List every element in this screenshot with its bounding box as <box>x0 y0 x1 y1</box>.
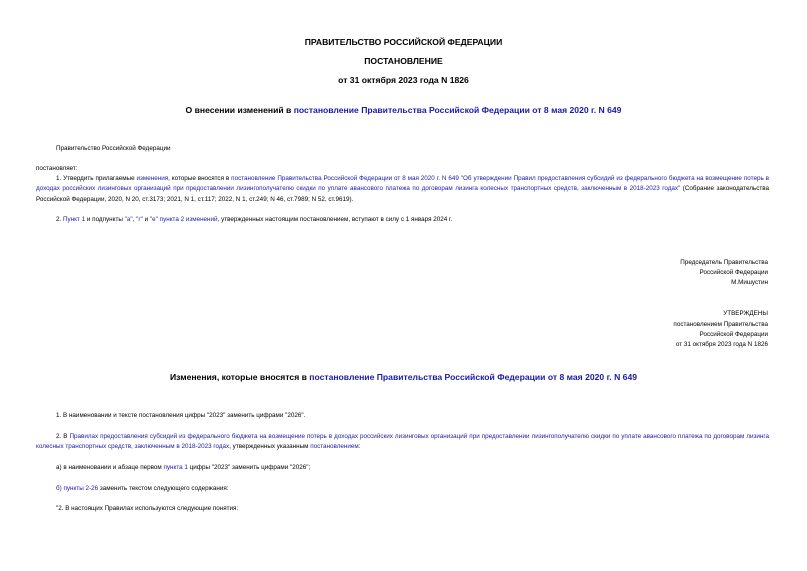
title-resolution-link[interactable]: постановление Правительства Российской Федерации от 8 мая 2020 г. N 649 <box>293 105 622 115</box>
government-heading: ПРАВИТЕЛЬСТВО РОССИЙСКОЙ ФЕДЕРАЦИИ <box>304 37 503 47</box>
change-2-prefix: 2. В <box>56 433 70 440</box>
item-2-prefix: 2. <box>56 216 64 223</box>
item-2-subpoint-g-link[interactable]: "г" <box>136 216 143 223</box>
item-2-text-b: , <box>132 216 137 223</box>
item-1-resolution-link[interactable]: постановление Правительства Российской Федерации от 8 мая 2020 г. N 649 "Об утверждении Правил предоставления субсидий из федерального бюджета на возмещение потерь в доходах российских лизинговых организаций при предоставлении лизингополучателю скидки по уплате авансового платежа по договорам лизинга колесных транспортных средств, заключенным в 2018-2023 годах" <box>36 175 769 193</box>
change-2b-prefix: б) <box>56 485 64 492</box>
item-2-text-a: и подпункты <box>85 216 125 223</box>
approved-by: постановлением Правительства <box>673 321 768 328</box>
item-1-changes-link[interactable]: изменения <box>136 175 169 182</box>
item-1-text-b: , которые вносятся в <box>168 175 232 182</box>
change-2-text-a: , утвержденных указанным <box>229 443 311 451</box>
intro-government: Правительство Российской Федерации <box>56 145 171 152</box>
item-2-point-1-link[interactable]: Пункт 1 <box>63 216 86 223</box>
change-2b-paragraph <box>56 484 229 494</box>
approved-date: от 31 октября 2023 года N 1826 <box>675 341 768 348</box>
item-2-text-e: , утвержденных настоящим постановлением, вступают в силу с 1 января 2024 г. <box>217 216 453 223</box>
quoted-rule-start: "2. В настоящих Правилах используются следующие понятия: <box>56 505 239 512</box>
change-2a-point-1-link[interactable]: пункта 1 <box>163 464 188 471</box>
document-date-heading: от 31 октября 2023 года N 1826 <box>338 75 469 85</box>
changes-title-resolution-link[interactable]: постановление Правительства Российской Федерации от 8 мая 2020 г. N 649 <box>309 372 637 382</box>
change-2b-text-b: заменить текстом следующего содержания: <box>98 485 229 492</box>
title-prefix: О внесении изменений в <box>185 105 294 115</box>
item-2-text-c: и <box>142 216 150 223</box>
changes-title <box>0 372 807 382</box>
document-type-heading: ПОСТАНОВЛЕНИЕ <box>364 56 443 66</box>
changes-title-prefix: Изменения, которые вносятся в <box>169 372 310 382</box>
item-1-text-c: (Собрание законодательства Российской Федерации, 2020, N 20, ст.3173; 2021, N 1, ст.117; 2022, N 1, ст.249; N 46, ст.7989; N 52, ст.9619). <box>36 185 770 203</box>
change-2a-paragraph <box>56 463 310 473</box>
change-2-text-b: : <box>358 443 361 451</box>
change-2b-points-link[interactable]: пункты 2-26 <box>63 485 99 492</box>
approved-authority: Российской Федерации <box>699 331 768 338</box>
item-2-paragraph <box>56 215 452 225</box>
signature-name: М.Мишустин <box>731 279 768 286</box>
signature-position-2: Российской Федерации <box>699 269 768 276</box>
item-1-paragraph <box>36 174 769 205</box>
intro-resolves: постановляет: <box>36 165 78 172</box>
item-2-changes-link[interactable]: изменений <box>185 216 218 223</box>
item-1-text-a: 1. Утвердить прилагаемые <box>56 175 137 182</box>
change-2a-text-a: а) в наименовании и абзаце первом <box>56 464 164 471</box>
item-2-subpoint-e-link[interactable]: "е" пункта 2 <box>149 216 185 223</box>
change-2-rules-link[interactable]: Правилах предоставления субсидий из федерального бюджета на возмещение потерь в доходах российских лизинговых организаций при предоставлении лизингополучателю скидки по уплате авансового платежа по договорам лизинга колесных транспортных средств, заключенным в 2018-2023 годах <box>36 433 770 451</box>
change-2-paragraph <box>36 432 769 453</box>
change-2-resolution-link[interactable]: постановлением <box>310 443 359 451</box>
approved-label: УТВЕРЖДЕНЫ <box>723 310 768 317</box>
change-2a-text-b: цифры "2023" заменить цифрами "2026"; <box>187 464 311 471</box>
item-2-subpoint-a-link[interactable]: "а" <box>124 216 133 223</box>
change-1-paragraph: 1. В наименовании и тексте постановления цифры "2023" заменить цифрами "2026". <box>56 412 306 419</box>
signature-position-1: Председатель Правительства <box>680 259 768 266</box>
document-title <box>0 105 807 115</box>
